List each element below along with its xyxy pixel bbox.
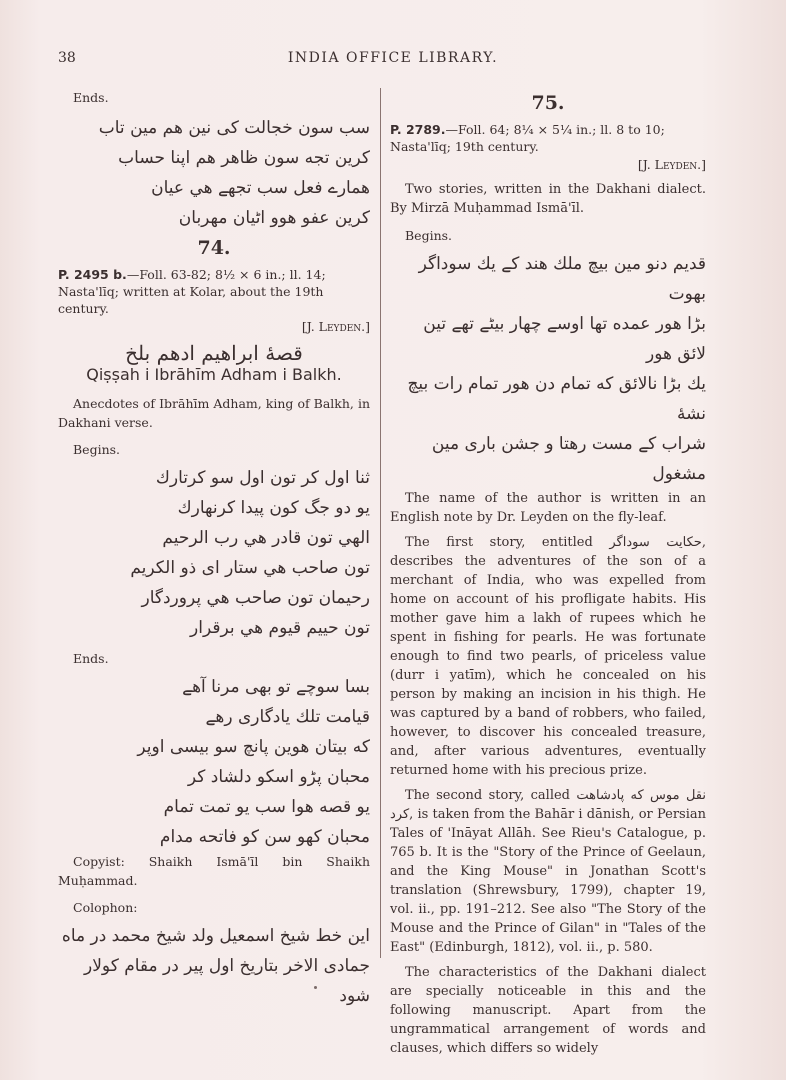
verse-line: کرین عفو هوو اٹیان مهربان (178, 208, 370, 228)
prose-line: شراب کے مست رهتا و جشن باری مین مشغول (431, 434, 706, 484)
begins-label: Begins. (73, 442, 121, 457)
entry-details: —Foll. 64; 8¼ × 5¼ in.; ll. 8 to 10; Nasta'līq; 19th century. (390, 122, 665, 154)
ends-verses (58, 113, 370, 233)
verse-line: ثنا اول کر تون اول سو کرتارك (155, 468, 370, 488)
verse-line: بسا سوچے تو بھی مرنا آھے (182, 677, 370, 697)
copyist: Copyist: Shaikh Ismā'īl bin Shaikh Muḥammad. (58, 854, 370, 888)
colophon-line: این خط شیخ اسمعیل ولد شیخ محمد در ماه (61, 926, 370, 946)
prose-line: قدیم دنو مین بیچ ملك هند کے یك سوداگر بهوت (418, 254, 706, 304)
verse-line: یو قصه هوا سب یو تمت تمام (163, 797, 370, 817)
prose-line: یك بڑا نالائق که تمام دن هور تمام رات بیچ نشهٔ (407, 374, 706, 424)
verse-line: قیامت تلك یادگاری رهے (205, 707, 370, 727)
colophon-line: جمادی الاخر بتاریخ اول پیر در مقام کولار شود (84, 956, 370, 1006)
ends-label: Ends. (73, 90, 109, 105)
description: Anecdotes of Ibrāhīm Adham, king of Balkh, in Dakhani verse. (58, 396, 370, 430)
shelfmark: P. 2789. (390, 122, 446, 137)
entry-header-74 (58, 266, 370, 317)
verse-line: محبان پڑو اسکو دلشاد کر (187, 767, 370, 787)
verse-line: کرین تجه سون ظاهر هم اپنا حساب (118, 148, 370, 168)
begins-verses (58, 463, 370, 643)
description: Two stories, written in the Dakhani dialect. By Mirzā Muḥammad Ismā'īl. (390, 182, 706, 216)
entry-header-75 (390, 121, 706, 155)
prose-line: بڑا هور عمده تها اوسے چهار بیٹے تهے تین لائق هور (423, 314, 706, 364)
begins-lines (390, 249, 706, 489)
verse-line: که بیتان هوین پانچ سو بیسی اوپر (137, 737, 370, 757)
running-title: INDIA OFFICE LIBRARY. (287, 50, 499, 66)
entry-number-74: 74. (197, 237, 231, 259)
begins-label: Begins. (405, 228, 453, 243)
verse-line: تون صاحب هي ستار ای ذو الکریم (130, 558, 370, 578)
paragraph-author: The name of the author is written in an English note by Dr. Leyden on the fly-leaf. (390, 491, 706, 525)
colophon-label: Colophon: (73, 900, 138, 915)
verse-line: الهي تون قادر هي رب الرحیم (162, 528, 370, 548)
page-number: 38 (58, 50, 76, 66)
left-column (58, 88, 370, 1011)
verse-line: سب سون خجالت کی نین هم مین تاب (98, 118, 370, 138)
verse-line: تون حییم قیوم هي برقرار (190, 618, 370, 638)
paragraph-first-story: The first story, entitled حکایت سوداگر, describes the adventures of the son of a merchant of India, who was expelled from home on account of his profligate habits. His mother gave him a lakh of rupees which he spent in fishing for pearls. He was fortunate enough to find two pearls, of priceless value (durr i yatīm), which he concealed on his person by making an incision in his thigh. He was captured by a band of robbers, who failed, however, to discover his concealed treasure, and, after various adventures, eventually returned home with his precious prize. (390, 535, 706, 778)
verse-line: همارے فعل سب تجهے هي عیان (151, 178, 370, 198)
attribution: [J. Leyden.] (301, 319, 370, 334)
verse-line: رحیمان تون صاحب هي پروردگار (141, 588, 370, 608)
ends-label-2: Ends. (73, 651, 109, 666)
shelfmark: P. 2495 b. (58, 267, 127, 282)
title-english: Qiṣṣah i Ibrāhīm Adham i Balkh. (86, 365, 342, 384)
entry-number-75: 75. (531, 92, 565, 114)
verse-line: محبان کهو سن کو فاتحه مدام (159, 827, 370, 847)
verse-line: یو دو جگ کون پیدا کرنهارك (177, 498, 370, 518)
title-urdu: قصهٔ ابراهیم ادهم بلخ (125, 341, 303, 365)
entry-details: —Foll. 63-82; 8½ × 6 in.; ll. 14; Nasta'līq; written at Kolar, about the 19th century. (58, 267, 326, 316)
column-divider (380, 88, 381, 958)
ends-verses-2 (58, 672, 370, 852)
page-mark (314, 986, 317, 989)
paragraph-dialect: The characteristics of the Dakhani dialect are specially noticeable in this and the following manuscript. Apart from the ungrammatical arrangement of words and clauses, which differs so widely (390, 965, 706, 1056)
attribution: [J. Leyden.] (637, 157, 706, 172)
paragraph-second-story: The second story, called نقل موس که پادشاهت کرد, is taken from the Bahār i dānish, or Persian Tales of 'Ināyat Allāh. See Rieu's Catalogue, p. 765 b. It is the "Story of the Prince of Geelaun, and the King Mouse" in Jonathan Scott's translation (Shrewsbury, 1799), chapter 19, vol. ii., pp. 191–212. See also "The Story of the Mouse and the Prince of Gilan" in "Tales of the East" (Edinburgh, 1812), vol. ii., p. 580. (390, 788, 706, 955)
right-column (390, 88, 706, 1064)
colophon-lines (58, 921, 370, 1011)
